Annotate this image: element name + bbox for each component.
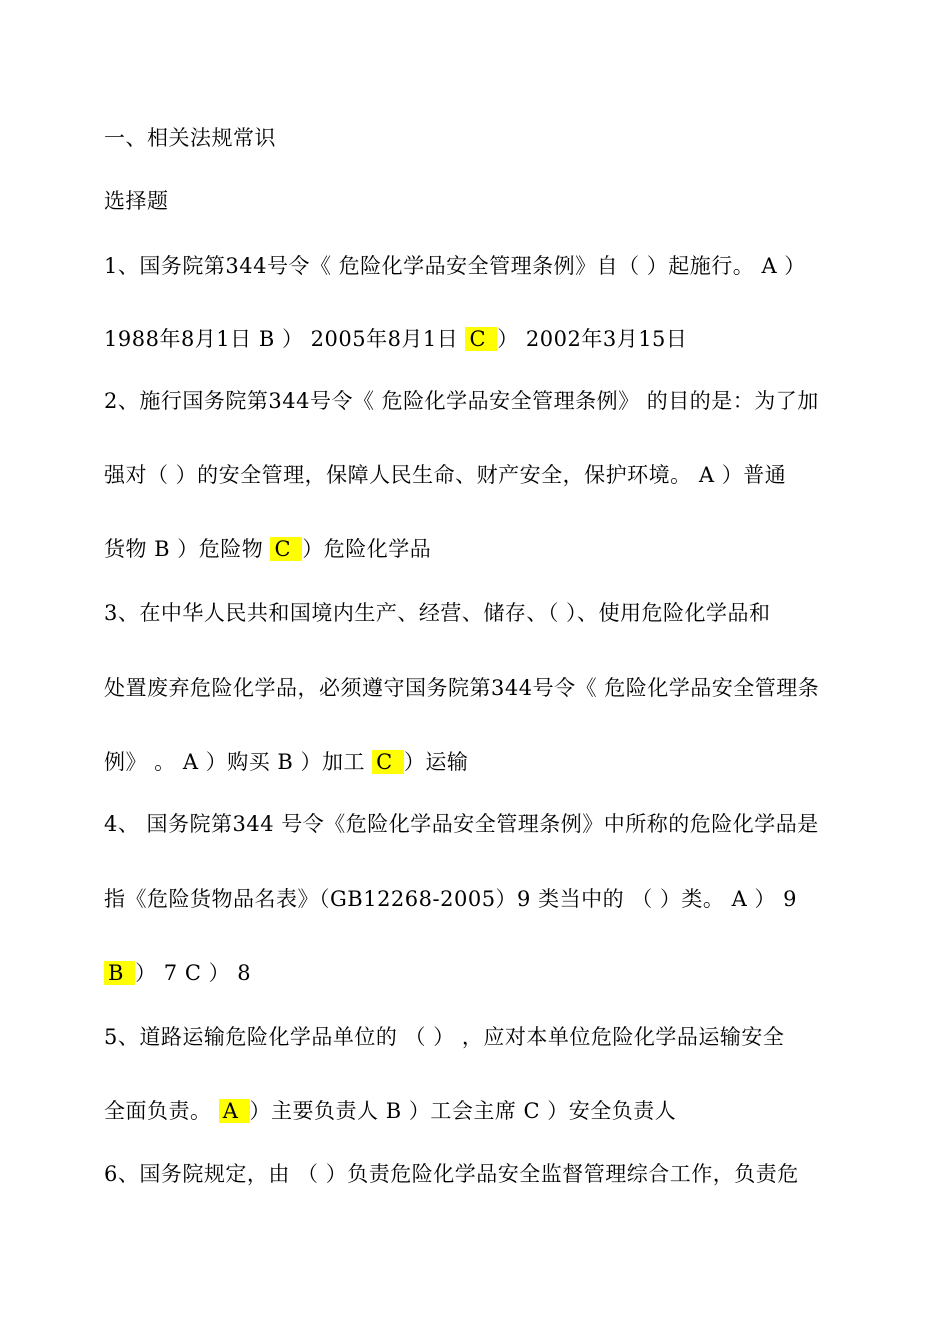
question-line	[104, 674, 864, 702]
question-text: 3、在中华人民共和国境内生产、经营、储存、（ ）、使用危险化学品和	[104, 601, 771, 625]
question-text: ） 2002年3月15日	[497, 327, 688, 351]
question-line	[104, 252, 864, 280]
question-line	[104, 885, 864, 913]
question-text: 4、 国务院第344 号令《危险化学品安全管理条例》中所称的危险化学品是	[104, 812, 819, 836]
question-text: 处置废弃危险化学品，必须遵守国务院第344号令《 危险化学品安全管理条	[104, 676, 820, 700]
question-line	[104, 1023, 864, 1051]
question-text: 6、国务院规定，由 （ ）负责危险化学品安全监督管理综合工作，负责危	[104, 1162, 799, 1186]
question-text: ）运输	[403, 750, 469, 774]
answer-highlight: A	[219, 1099, 250, 1123]
question-line	[104, 599, 864, 627]
question-text: 例》 。 A ）购买 B ）加工	[104, 750, 373, 774]
answer-highlight: C	[372, 750, 404, 774]
question-line	[104, 810, 864, 838]
question-line	[104, 461, 864, 489]
question-line	[104, 959, 864, 987]
question-text: 货物 B ）危险物	[104, 537, 271, 561]
answer-highlight: C	[465, 327, 497, 351]
question-text: 指《危险货物品名表》（GB12268-2005）9 类当中的 （ ）类。 A ） 9	[104, 887, 797, 911]
question-text: 1、国务院第344号令《 危险化学品安全管理条例》自（ ）起施行。 A ）	[104, 254, 806, 278]
question-line	[104, 748, 864, 776]
question-line	[104, 325, 864, 353]
question-line	[104, 1160, 864, 1188]
answer-highlight: B	[104, 961, 135, 985]
question-text: 1988年8月1日 B ） 2005年8月1日	[104, 327, 466, 351]
answer-highlight: C	[270, 537, 302, 561]
question-line	[104, 387, 864, 415]
question-text: ）主要负责人 B ）工会主席 C ）安全负责人	[249, 1099, 677, 1123]
question-text: 强对（ ）的安全管理，保障人民生命、财产安全，保护环境。 A ）普通	[104, 463, 787, 487]
question-text: 2、施行国务院第344号令《 危险化学品安全管理条例》 的目的是：为了加	[104, 389, 819, 413]
question-text: 5、道路运输危险化学品单位的 （ ） ，应对本单位危险化学品运输安全	[104, 1025, 785, 1049]
question-line	[104, 1097, 864, 1125]
question-text: ）危险化学品	[302, 537, 432, 561]
question-text: ） 7 C ） 8	[135, 961, 252, 985]
section-subheading: 选择题	[104, 189, 169, 213]
question-text: 全面负责。	[104, 1099, 219, 1123]
question-line	[104, 535, 864, 563]
section-heading: 一、相关法规常识	[104, 126, 276, 150]
